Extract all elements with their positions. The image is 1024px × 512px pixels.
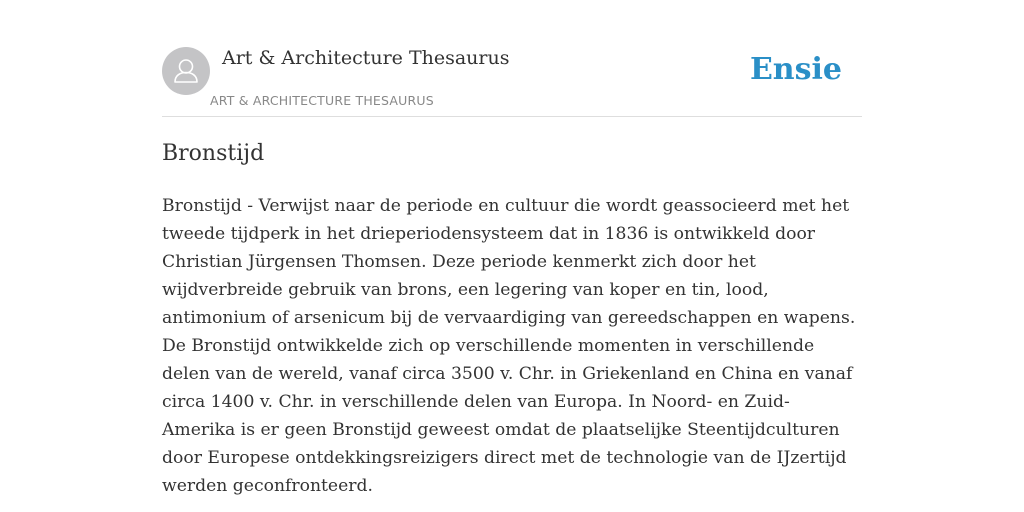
avatar[interactable] (162, 47, 210, 95)
source-header (162, 44, 862, 117)
entry-text: Bronstijd - Verwijst naar de periode en cultuur die wordt geassocieerd met het tweede tijdperk in het drieperiodensysteem dat in 1836 is ontwikkeld door Christian Jürgensen Thomsen. Deze periode kenmerkt zich door het wijdverbreide gebruik van brons, een legering van koper en tin, lood, antimonium of arsenicum bij de vervaardiging van gereedschappen en wapens. De Bronstijd ontwikkelde zich op verschillende momenten in verschillende delen van de wereld, vanaf circa 3500 v. Chr. in Griekenland en China en vanaf circa 1400 v. Chr. in verschillende delen van Europa. In Noord- en Zuid-Amerika is er geen Bronstijd geweest omdat de plaatselijke Steentijdculturen door Europese ontdekkingsreizigers direct met de technologie van de IJzertijd werden geconfronteerd. (162, 196, 856, 496)
entry (162, 138, 862, 500)
brand-logo[interactable]: Ensie (749, 52, 842, 87)
source-subtitle[interactable]: ART & ARCHITECTURE THESAURUS (210, 93, 434, 108)
source-title[interactable]: Art & Architecture Thesaurus (222, 47, 510, 69)
entry-title: Bronstijd (162, 141, 265, 166)
